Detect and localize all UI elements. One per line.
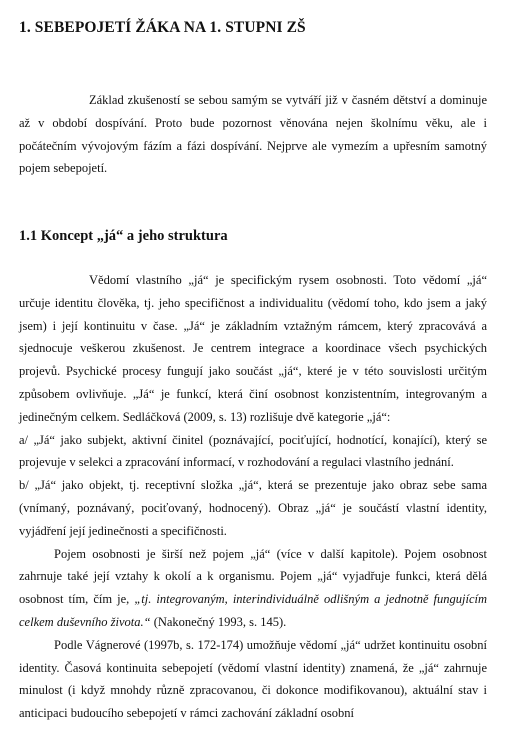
section-heading: 1.1 Koncept „já“ a jeho struktura	[19, 228, 228, 244]
list-item-a: a/ „Já“ jako subjekt, aktivní činitel (poznávající, pociťující, hodnotící, konající), který se projevuje v selekci a zpracování informací, v rozhodování a regulaci vlastního jednání.	[19, 432, 487, 470]
paragraph-2-citation: (Nakonečný 1993, s. 145).	[153, 614, 287, 629]
intro-block	[19, 89, 487, 180]
intro-paragraph: Základ zkušeností se sebou samým se vytváří již v časném dětství a dominuje až v období dospívání. Proto bude pozornost věnována nejen školnímu věku, ale i počátečním vývojovým fázím a fázi dospívání. Nejprve ale vymezím a upřesním samotný pojem sebepojetí.	[19, 93, 487, 176]
paragraph-2-quote: „tj. integrovaným, interindividuálně odlišným a jednotně fungujícím celkem duševního života.“	[19, 592, 488, 629]
paragraph-3: Podle Vágnerové (1997b, s. 172-174) umožňuje vědomí „já“ udržet kontinuitu osobní identity. Časová kontinuita sebepojetí (vědomí vlastní identity) znamená, že „já“ zahrnuje minulost (i když mnohdy různě zpracovanou, či dokonce modifikovanou), aktuální stav i anticipaci budoucího sebepojetí v rámci zachování základní osobní	[19, 637, 487, 721]
paragraph-2	[19, 543, 487, 634]
paragraph-2-start: Pojem osobnosti je širší než pojem „já“ (více v další kapitole). Pojem osobnost zahrnuje také její vztahy k okolí a k organismu. Pojem „já“ vyjadřuje funkci, která dělá osobnost tím, čím je,	[19, 546, 487, 607]
paragraph-1: Vědomí vlastního „já“ je specifickým rysem osobnosti. Toto vědomí „já“ určuje identitu člověka, tj. jeho specifičnost a individualitu (vědomí toho, kdo jsem a jaký jsem) i její kontinuitu v čase. „Já“ je základním vztažným rámcem, který zpracovává a sjednocuje veškerou zkušenost. Je centrem integrace a koordinace všech psychických projevů. Psychické procesy fungují jako součást „já“, které je v této souvislosti určitým způsobem ovlivňuje. „Já“ je funkcí, která činí osobnost konzistentním, integrovaným a jedinečným celkem. Sedláčková (2009, s. 13) rozlišuje dvě kategorie „já“:	[19, 273, 487, 424]
list-item-b: b/ „Já“ jako objekt, tj. receptivní složka „já“, která se prezentuje jako obraz sebe sama (vnímaný, poznávaný, pociťovaný, hodnocený). Obraz „já“ je součástí vlastní identity, vyjádření její jedinečnosti a specifičnosti.	[19, 478, 487, 538]
chapter-heading: 1. SEBEPOJETÍ ŽÁKA NA 1. STUPNI ZŠ	[19, 19, 306, 36]
section-body	[19, 269, 487, 725]
